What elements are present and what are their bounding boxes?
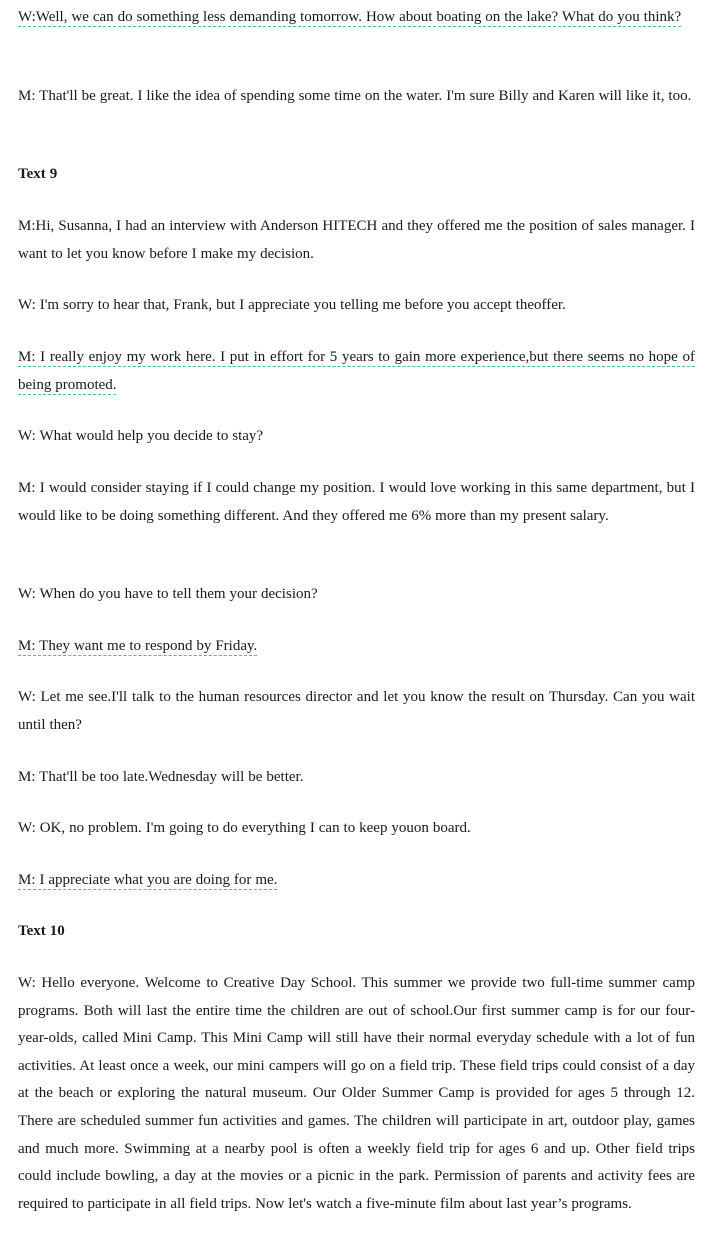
dialogue-line bbox=[18, 581, 695, 609]
monologue-paragraph bbox=[18, 970, 695, 1218]
section-heading: Text 10 bbox=[18, 923, 65, 939]
dialogue-text: W: What would help you decide to stay? bbox=[18, 428, 264, 444]
dialogue-text: M: That'll be too late.Wednesday will be better. bbox=[18, 769, 304, 785]
dialogue-text: M: That'll be great. I like the idea of spending some time on the water. I'm sure Billy and Karen will like it, too. bbox=[18, 88, 692, 104]
dialogue-line bbox=[18, 764, 695, 792]
dialogue-line bbox=[18, 633, 695, 661]
dialogue-line bbox=[18, 292, 695, 320]
dialogue-line bbox=[18, 4, 695, 32]
dialogue-line bbox=[18, 867, 695, 895]
dialogue-line bbox=[18, 684, 695, 739]
dialogue-text: W: Let me see.I'll talk to the human resources director and let you know the result on Thursday. Can you wait until then? bbox=[18, 689, 695, 733]
dialogue-line bbox=[18, 213, 695, 268]
dialogue-text: M: I would consider staying if I could change my position. I would love working in this same department, but I would like to be doing something different. And they offered me 6% more than my present salary. bbox=[18, 480, 695, 524]
dialogue-text: M: I appreciate what you are doing for me. bbox=[18, 872, 278, 888]
dialogue-text: M: They want me to respond by Friday. bbox=[18, 638, 258, 654]
dialogue-line bbox=[18, 815, 695, 843]
dialogue-text: M:Hi, Susanna, I had an interview with Anderson HITECH and they offered me the position of sales manager. I want to let you know before I make my decision. bbox=[18, 218, 695, 262]
section-heading: Text 9 bbox=[18, 166, 58, 182]
dialogue-text: W: I'm sorry to hear that, Frank, but I appreciate you telling me before you accept theoffer. bbox=[18, 297, 566, 313]
dialogue-text: W: Hello everyone. Welcome to Creative Day School. This summer we provide two full-time summer camp programs. Both will last the entire time the children are out of school.Our first summer camp is for our four-year-olds, called Mini Camp. This Mini Camp will still have their normal everyday schedule with a lot of fun activities. At least once a week, our mini campers will go on a field trip. These field trips could consist of a day at the beach or exploring the natural museum. Our Older Summer Camp is provided for ages 5 through 12. There are scheduled summer fun activities and games. The children will participate in art, outdoor play, games and much more. Swimming at a nearby pool is often a weekly field trip for ages 6 and up. Other field trips could include bowling, a day at the movies or a picnic in the park. Permission of parents and activity fees are required to participate in all field trips. Now let's watch a five-minute film about last year’s programs. bbox=[18, 975, 695, 1212]
dialogue-line bbox=[18, 475, 695, 530]
dialogue-text: M: I really enjoy my work here. I put in effort for 5 years to gain more experience,but there seems no hope of being promoted. bbox=[18, 349, 695, 393]
dialogue-text: W:Well, we can do something less demanding tomorrow. How about boating on the lake? What do you think? bbox=[18, 9, 682, 25]
dialogue-line bbox=[18, 83, 695, 111]
dialogue-line bbox=[18, 423, 695, 451]
dialogue-line bbox=[18, 344, 695, 399]
dialogue-text: W: When do you have to tell them your decision? bbox=[18, 586, 318, 602]
dialogue-text: W: OK, no problem. I'm going to do everything I can to keep youon board. bbox=[18, 820, 471, 836]
